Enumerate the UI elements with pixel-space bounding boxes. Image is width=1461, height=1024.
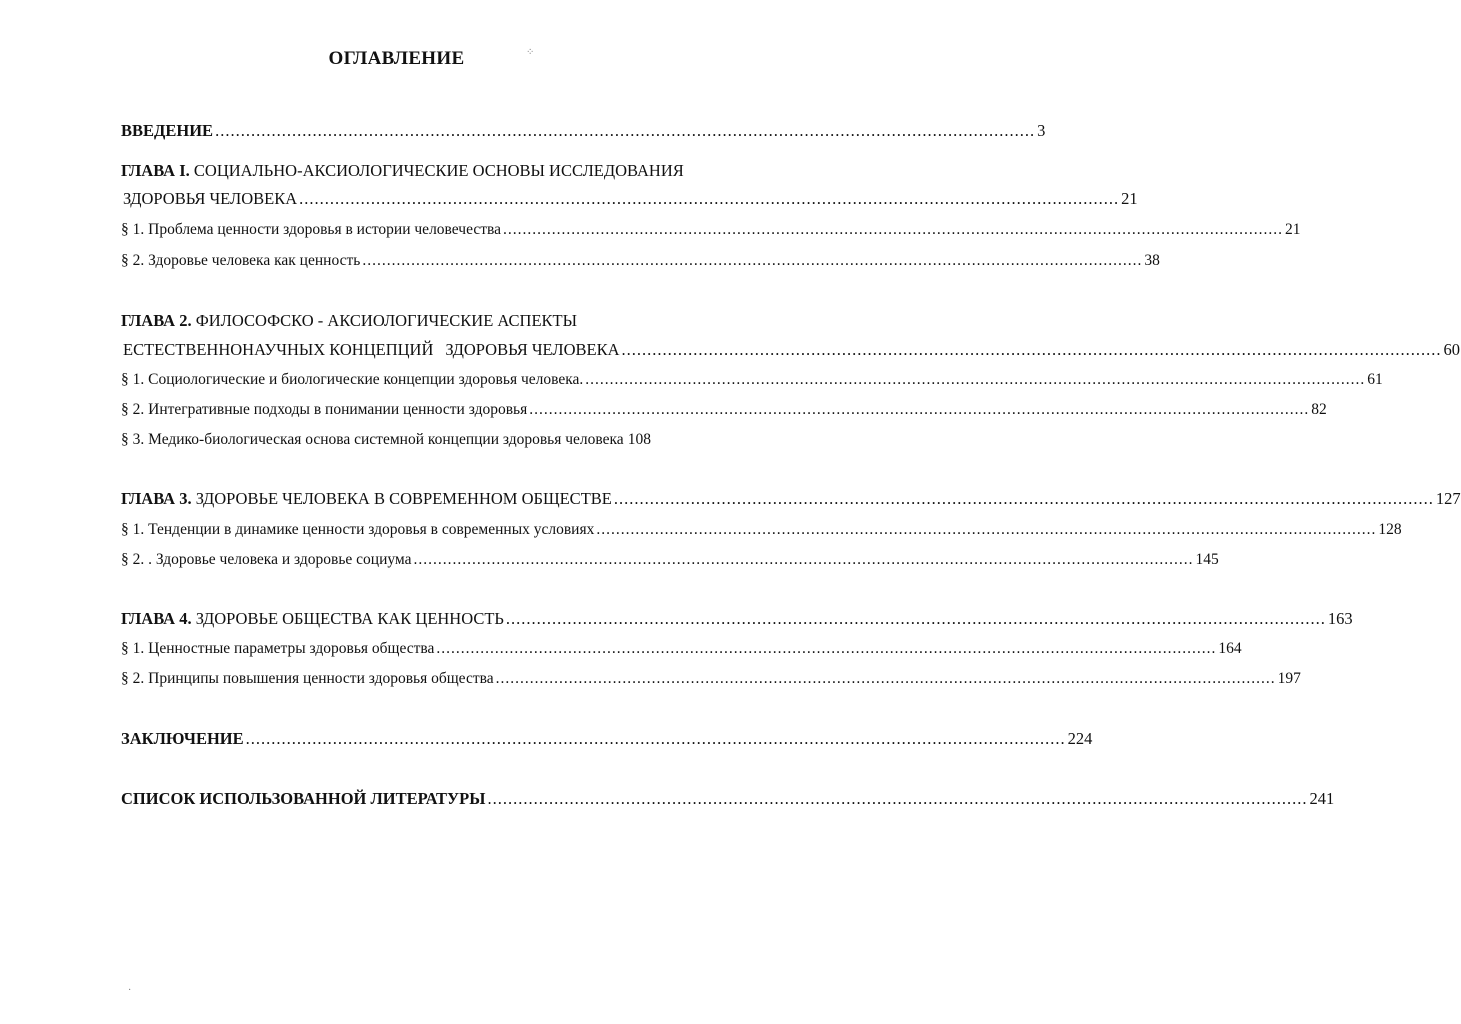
toc-leader-dots: ................................................................................................................................................................: [495, 670, 1276, 687]
toc-entry-label: СПИСОК ИСПОЛЬЗОВАННОЙ ЛИТЕРАТУРЫ: [121, 789, 486, 808]
section-label: § 2. Интегративные подходы в понимании ценности здоровья: [121, 401, 528, 418]
toc-page-number: 163: [1327, 609, 1353, 628]
toc-section[interactable]: [121, 639, 1242, 659]
toc-page-number: 197: [1277, 670, 1301, 687]
chapter-prefix: ГЛАВА I.: [121, 161, 190, 180]
chapter-prefix: ГЛАВА 3.: [121, 489, 192, 508]
section-label: § 3. Медико-биологическая основа системной концепции здоровья человека: [121, 431, 624, 448]
section-label: § 1. Проблема ценности здоровья в истории человечества: [121, 221, 501, 238]
toc-leader-dots: ................................................................................................................................................................: [487, 789, 1308, 808]
toc-page-number: 108: [627, 431, 651, 448]
toc-page-number: 224: [1067, 729, 1093, 748]
toc-page-number: 3: [1037, 121, 1046, 140]
toc-section[interactable]: [121, 430, 721, 450]
toc-entry-references[interactable]: [121, 789, 1335, 809]
toc-page-number: 164: [1218, 640, 1242, 657]
toc-leader-dots: ................................................................................................................................................................: [215, 121, 1036, 140]
chapter-title: ЗДОРОВЬЕ ОБЩЕСТВА КАК ЦЕННОСТЬ: [195, 609, 504, 628]
toc-entry-intro[interactable]: [121, 121, 1046, 141]
toc-section[interactable]: [121, 400, 1327, 420]
toc-entry-conclusion[interactable]: [121, 729, 1093, 749]
chapter-prefix: ГЛАВА 4.: [121, 609, 192, 628]
toc-leader-dots: ................................................................................................................................................................: [299, 189, 1120, 208]
section-label: § 1. Социологические и биологические концепции здоровья человека.: [121, 371, 584, 388]
toc-section[interactable]: [121, 669, 1301, 689]
toc-chapter-1-title-cont[interactable]: [123, 189, 1138, 209]
chapter-prefix: ГЛАВА 2.: [121, 311, 192, 330]
toc-chapter-2-title-cont[interactable]: [123, 340, 1461, 360]
toc-leader-dots: ................................................................................................................................................................: [529, 401, 1310, 418]
scan-speck: ·: [128, 985, 132, 996]
chapter-title: СОЦИАЛЬНО-АКСИОЛОГИЧЕСКИЕ ОСНОВЫ ИССЛЕДОВАНИЯ: [193, 161, 684, 180]
toc-page-number: 145: [1195, 551, 1219, 568]
toc-leader-dots: ................................................................................................................................................................: [362, 252, 1143, 269]
toc-section[interactable]: [121, 550, 1219, 570]
toc-page-number: 127: [1435, 489, 1461, 508]
chapter-title: ФИЛОСОФСКО - АКСИОЛОГИЧЕСКИЕ АСПЕКТЫ: [195, 311, 577, 330]
toc-page-number: 60: [1443, 340, 1461, 359]
section-label: § 2. . Здоровье человека и здоровье социума: [121, 551, 412, 568]
toc-leader-dots: ................................................................................................................................................................: [505, 609, 1326, 628]
section-label: § 1. Ценностные параметры здоровья общества: [121, 640, 435, 657]
toc-page-number: 61: [1367, 371, 1383, 388]
scan-speck: ⁘: [526, 47, 535, 58]
toc-chapter-2-title[interactable]: [121, 311, 721, 331]
toc-leader-dots: ................................................................................................................................................................: [413, 551, 1194, 568]
toc-section[interactable]: [121, 220, 1301, 240]
toc-page-number: 21: [1284, 221, 1301, 238]
toc-section[interactable]: [121, 370, 1383, 390]
toc-chapter-4-title[interactable]: [121, 609, 1353, 629]
toc-chapter-1-title[interactable]: [121, 161, 721, 181]
toc-page-number: 38: [1144, 252, 1160, 269]
toc-leader-dots: ................................................................................................................................................................: [436, 640, 1217, 657]
toc-leader-dots: ................................................................................................................................................................: [585, 371, 1366, 388]
section-label: § 1. Тенденции в динамике ценности здоровья в современных условиях: [121, 521, 595, 538]
toc-page-number: 128: [1378, 521, 1402, 538]
chapter-title: ЗДОРОВЬЯ ЧЕЛОВЕКА: [445, 340, 620, 359]
toc-leader-dots: ................................................................................................................................................................: [245, 729, 1066, 748]
toc-leader-dots: ................................................................................................................................................................: [502, 221, 1283, 238]
page-title: ОГЛАВЛЕНИЕ: [328, 48, 465, 69]
toc-leader-dots: ................................................................................................................................................................: [621, 340, 1442, 359]
toc-section[interactable]: [121, 251, 1160, 271]
chapter-title: ЕСТЕСТВЕННОНАУЧНЫХ КОНЦЕПЦИЙ: [123, 340, 434, 359]
toc-page-number: 82: [1311, 401, 1327, 418]
toc-leader-dots: ................................................................................................................................................................: [596, 521, 1377, 538]
toc-leader-dots: ................................................................................................................................................................: [613, 489, 1434, 508]
toc-page-number: 21: [1121, 189, 1138, 208]
chapter-title: ЗДОРОВЬЯ ЧЕЛОВЕКА: [123, 189, 298, 208]
toc-page-number: 241: [1309, 789, 1335, 808]
toc-chapter-3-title[interactable]: [121, 489, 1461, 509]
chapter-title: ЗДОРОВЬЕ ЧЕЛОВЕКА В СОВРЕМЕННОМ ОБЩЕСТВЕ: [195, 489, 612, 508]
section-label: § 2. Принципы повышения ценности здоровья общества: [121, 670, 494, 687]
section-label: § 2. Здоровье человека как ценность: [121, 252, 361, 269]
toc-entry-label: ЗАКЛЮЧЕНИЕ: [121, 729, 244, 748]
toc-entry-label: ВВЕДЕНИЕ: [121, 121, 214, 140]
toc-section[interactable]: [121, 520, 1402, 540]
